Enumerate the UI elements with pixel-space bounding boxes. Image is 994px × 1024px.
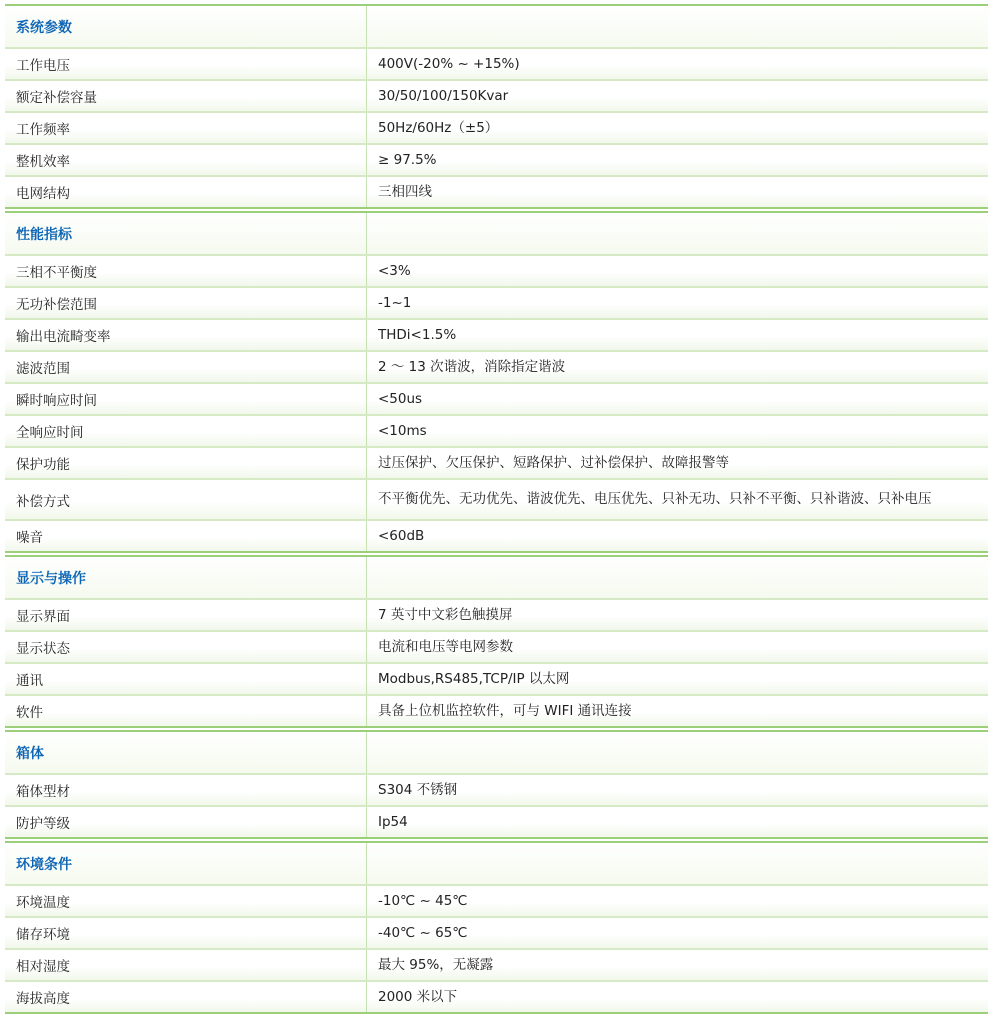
param-value: 最大 95%，无凝露	[378, 956, 494, 973]
param-value: 50Hz/60Hz（±5）	[378, 119, 499, 136]
param-value: <60dB	[378, 527, 425, 544]
table-row	[5, 884, 988, 916]
section-title: 箱体	[5, 732, 367, 773]
param-value: ≥ 97.5%	[378, 151, 437, 168]
section-title: 环境条件	[5, 843, 367, 884]
section-header	[5, 211, 988, 254]
section-title: 显示与操作	[5, 557, 367, 598]
param-label: 滤波范围	[5, 352, 367, 382]
table-row	[5, 254, 988, 286]
param-value: Modbus,RS485,TCP/IP 以太网	[378, 670, 570, 687]
table-row	[5, 79, 988, 111]
table-row	[5, 598, 988, 630]
param-value: 400V(-20% ~ +15%)	[378, 55, 520, 72]
table-row	[5, 175, 988, 207]
param-value: <10ms	[378, 422, 427, 439]
param-value: -1~1	[378, 294, 412, 311]
section-header-blank	[367, 557, 988, 598]
param-value: 30/50/100/150Kvar	[378, 87, 509, 104]
param-label: 瞬时响应时间	[5, 384, 367, 414]
param-value: 具备上位机监控软件，可与 WIFI 通讯连接	[378, 702, 632, 719]
spec-section	[5, 4, 988, 209]
table-row	[5, 478, 988, 519]
param-label: 补偿方式	[5, 480, 367, 519]
table-row	[5, 773, 988, 805]
param-label: 海拔高度	[5, 982, 367, 1012]
spec-section	[5, 555, 988, 728]
param-label: 显示界面	[5, 600, 367, 630]
table-row	[5, 980, 988, 1012]
table-row	[5, 47, 988, 79]
param-value: S304 不锈钢	[378, 781, 458, 798]
section-header-blank	[367, 6, 988, 47]
table-row	[5, 662, 988, 694]
spec-section	[5, 841, 988, 1014]
section-header-blank	[367, 213, 988, 254]
param-value: Ip54	[378, 813, 408, 830]
param-label: 通讯	[5, 664, 367, 694]
table-row	[5, 916, 988, 948]
spec-section	[5, 730, 988, 839]
param-label: 储存环境	[5, 918, 367, 948]
param-label: 箱体型材	[5, 775, 367, 805]
param-label: 软件	[5, 696, 367, 726]
param-value: 7 英寸中文彩色触摸屏	[378, 606, 513, 623]
section-title: 性能指标	[5, 213, 367, 254]
param-value: THDi<1.5%	[378, 326, 457, 343]
section-header	[5, 4, 988, 47]
param-label: 噪音	[5, 521, 367, 551]
table-row	[5, 519, 988, 551]
param-value: <50us	[378, 390, 423, 407]
param-label: 无功补偿范围	[5, 288, 367, 318]
section-header	[5, 555, 988, 598]
spec-table	[5, 4, 988, 1016]
param-label: 环境温度	[5, 886, 367, 916]
table-row	[5, 318, 988, 350]
param-value: 2 ～ 13 次谐波，消除指定谐波	[378, 358, 566, 375]
section-header	[5, 841, 988, 884]
param-value: 电流和电压等电网参数	[378, 638, 513, 655]
param-label: 相对湿度	[5, 950, 367, 980]
table-row	[5, 694, 988, 726]
param-value: 过压保护、欠压保护、短路保护、过补偿保护、故障报警等	[378, 454, 729, 471]
param-label: 电网结构	[5, 177, 367, 207]
spec-section	[5, 211, 988, 553]
table-row	[5, 414, 988, 446]
table-row	[5, 382, 988, 414]
param-value: <3%	[378, 262, 411, 279]
section-header-blank	[367, 732, 988, 773]
param-value: 不平衡优先、无功优先、谐波优先、电压优先、只补无功、只补不平衡、只补谐波、只补电压	[378, 491, 932, 507]
param-label: 工作频率	[5, 113, 367, 143]
section-title: 系统参数	[5, 6, 367, 47]
param-label: 全响应时间	[5, 416, 367, 446]
param-label: 防护等级	[5, 807, 367, 837]
section-header	[5, 730, 988, 773]
table-row	[5, 805, 988, 837]
param-label: 保护功能	[5, 448, 367, 478]
param-label: 三相不平衡度	[5, 256, 367, 286]
param-label: 工作电压	[5, 49, 367, 79]
param-label: 整机效率	[5, 145, 367, 175]
table-row	[5, 286, 988, 318]
section-header-blank	[367, 843, 988, 884]
table-row	[5, 111, 988, 143]
param-value: 三相四线	[378, 183, 432, 200]
param-label: 显示状态	[5, 632, 367, 662]
table-row	[5, 948, 988, 980]
param-value: -40℃ ~ 65℃	[378, 924, 468, 941]
param-label: 输出电流畸变率	[5, 320, 367, 350]
table-row	[5, 350, 988, 382]
table-row	[5, 446, 988, 478]
param-value: -10℃ ~ 45℃	[378, 892, 468, 909]
table-row	[5, 630, 988, 662]
param-value: 2000 米以下	[378, 988, 458, 1005]
table-row	[5, 143, 988, 175]
param-label: 额定补偿容量	[5, 81, 367, 111]
